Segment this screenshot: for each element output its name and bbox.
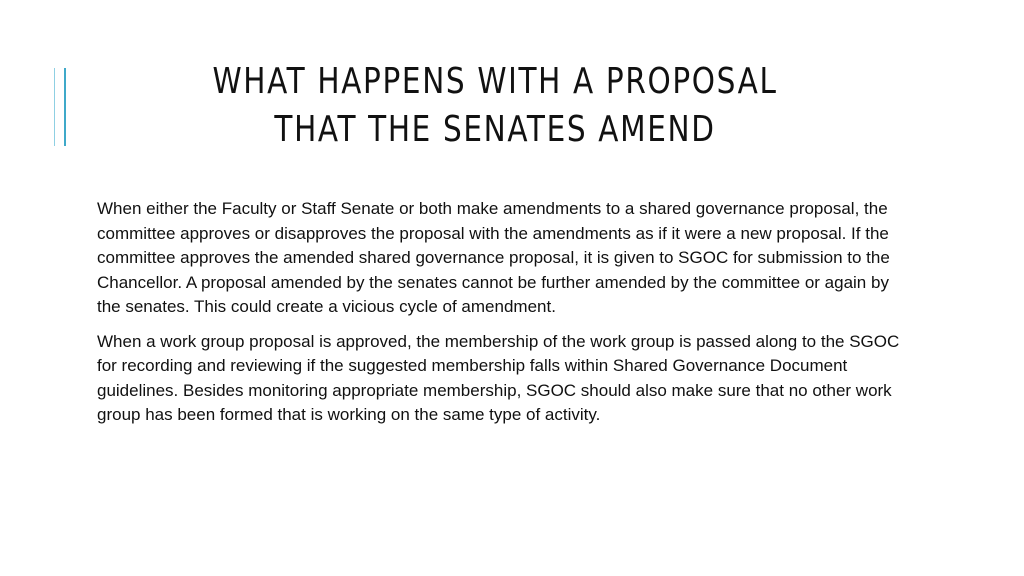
slide-title: WHAT HAPPENS WITH A PROPOSAL THAT THE SENATES AMEND: [212, 61, 778, 150]
paragraph-2: When a work group proposal is approved, the membership of the work group is passed along to the SGOC for recording and reviewing if the suggested membership falls within Shared Governance Document guidelines. Besides monitoring appropriate membership, SGOC should also make sure that no other work group has been formed that is working on the same type of activity.: [97, 331, 900, 424]
accent-line-thin: [54, 68, 55, 146]
paragraph-1: When either the Faculty or Staff Senate or both make amendments to a shared governance proposal, the committee approves or disapproves the proposal with the amendments as if it were a new proposal. If the committee approves the amended shared governance proposal, it is given to SGOC for submission to the Chancellor. A proposal amended by the senates cannot be further amended by the committee or again by the senates. This could create a vicious cycle of amendment.: [97, 199, 890, 316]
slide-body: [97, 197, 907, 438]
accent-line: [64, 68, 66, 146]
